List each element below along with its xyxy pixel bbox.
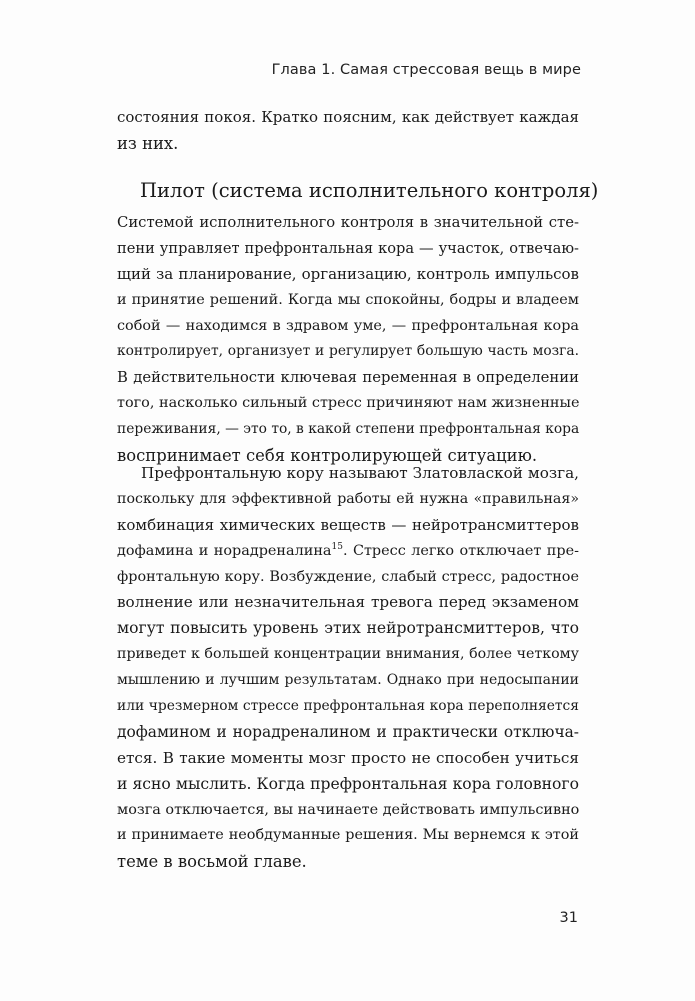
- text-line: мышлению и лучшим результатам. Однако при недосыпании: [117, 672, 579, 689]
- paragraph-goldilocks: [117, 461, 579, 875]
- text-line: фронтальную кору. Возбуждение, слабый стресс, радостное: [117, 568, 579, 585]
- text-line: контролирует, организует и регулирует большую часть мозга.: [117, 343, 579, 360]
- text-line: приведет к большей концентрации внимания, более четкому: [117, 646, 579, 663]
- text-line: состояния покоя. Кратко поясним, как действует каждая: [117, 108, 579, 126]
- text-line: того, насколько сильный стресс причиняют нам жизненные: [117, 395, 580, 412]
- running-header: Глава 1. Самая стрессовая вещь в мире: [271, 62, 581, 78]
- text-line: собой — находимся в здравом уме, — префронтальная кора: [117, 317, 579, 334]
- footnote-reference[interactable]: 15: [331, 541, 343, 552]
- text-fragment: дофамина и норадреналина: [117, 542, 332, 559]
- text-line: и принимаете необдуманные решения. Мы вернемся к этой: [117, 827, 579, 844]
- section-heading: Пилот (система исполнительного контроля): [140, 179, 599, 202]
- text-line: Системой исполнительного контроля в значительной сте-: [117, 214, 579, 231]
- text-line: могут повысить уровень этих нейротрансмиттеров, что: [117, 619, 579, 638]
- text-line: и ясно мыслить. Когда префронтальная кора головного: [117, 774, 579, 793]
- text-fragment: . Стресс легко отключает пре-: [342, 542, 579, 559]
- text-line: Префронтальную кору называют Златовлаской мозга,: [141, 464, 579, 482]
- text-line: воспринимает себя контролирующей ситуацию.: [117, 446, 538, 466]
- page-number: 31: [559, 910, 578, 926]
- paragraph-continuation: [117, 105, 579, 157]
- paragraph-executive-control: [117, 210, 579, 469]
- text-line: пени управляет префронтальная кора — участок, отвечаю-: [117, 239, 579, 257]
- text-line: поскольку для эффективной работы ей нужна «правильная»: [117, 490, 579, 507]
- text-line-with-footnote: [117, 539, 579, 565]
- text-line: В действительности ключевая переменная в определении: [117, 369, 579, 387]
- text-line: и принятие решений. Когда мы спокойны, бодры и владеем: [117, 291, 579, 308]
- text-line: волнение или незначительная тревога перед экзаменом: [117, 593, 579, 612]
- text-line: комбинация химических веществ — нейротрансмиттеров: [117, 515, 579, 534]
- text-line: или чрезмерном стрессе префронтальная кора переполняется: [117, 698, 579, 715]
- text-line: из них.: [117, 133, 179, 153]
- text-line: мозга отключается, вы начинаете действовать импульсивно: [117, 801, 580, 818]
- text-line: дофамином и норадреналином и практически отключа-: [117, 722, 579, 741]
- text-line: ется. В такие моменты мозг просто не способен учиться: [117, 748, 579, 767]
- text-line: щий за планирование, организацию, контроль импульсов: [117, 264, 579, 283]
- text-line: переживания, — это то, в какой степени префронтальная кора: [117, 421, 580, 438]
- text-line: теме в восьмой главе.: [117, 852, 307, 872]
